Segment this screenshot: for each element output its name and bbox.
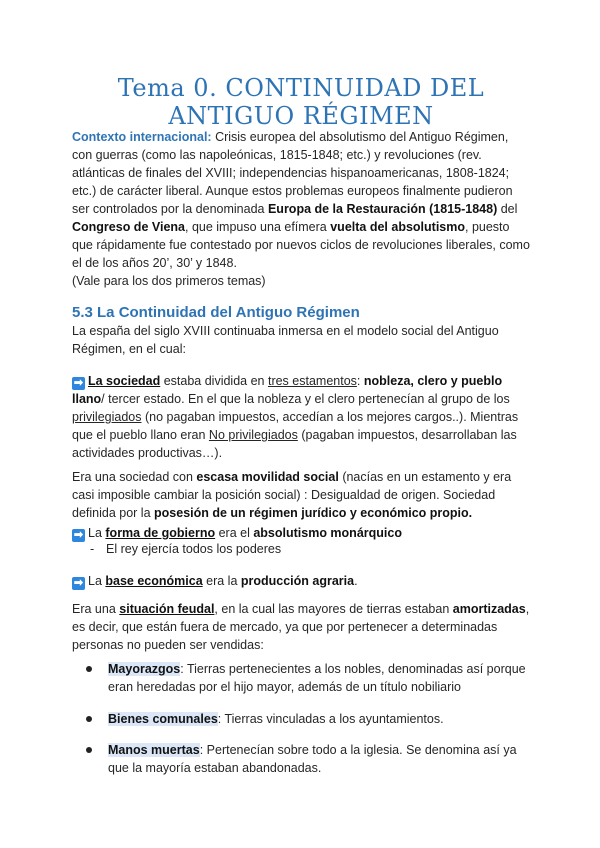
government-subitem-text: El rey ejercía todos los poderes	[106, 542, 282, 556]
section-lead: La españa del siglo XVIII continuaba inmersa en el modelo social del Antiguo Régimen, en el cual:	[72, 324, 499, 356]
dash-marker: -	[90, 542, 95, 556]
arrow-right-icon: ➡	[73, 529, 84, 541]
arrow-right-icon: ➡	[73, 377, 84, 389]
mobility-paragraph	[72, 468, 530, 522]
list-item-term: Mayorazgos	[108, 662, 181, 676]
government-subitem	[90, 542, 281, 556]
mobility-bold: escasa movilidad social	[196, 470, 339, 484]
mobility-bold: posesión de un régimen jurídico y económico propio.	[154, 506, 473, 520]
economy-paragraph	[72, 572, 530, 590]
society-text: / tercer estado. En el que la nobleza y el clero pertenecían al grupo de los	[101, 392, 510, 406]
government-paragraph	[72, 524, 530, 542]
list-item	[86, 710, 526, 728]
intro-text: , que impuso una efímera	[185, 220, 331, 234]
society-underline: privilegiados	[72, 410, 142, 424]
arrow-right-icon: ➡	[73, 577, 84, 589]
intro-bold-congreso: Congreso de Viena	[72, 220, 185, 234]
society-underline: tres estamentos	[267, 374, 357, 388]
feudal-bold: amortizadas	[452, 602, 526, 616]
government-bold: absolutismo monárquico	[253, 526, 402, 540]
society-term: La sociedad	[88, 374, 161, 388]
feudal-text: , es decir, que están fuera de mercado, ya que por pertenecer a determinadas personas no pueden ser vendidas:	[72, 602, 530, 652]
list-item-term: Bienes comunales	[108, 712, 218, 726]
bullet-dot	[86, 666, 92, 672]
note-paragraph: (Vale para los dos primeros temas)	[72, 274, 266, 288]
society-text: (pagaban impuestos, desarrollaban las actividades productivas…).	[72, 428, 517, 460]
intro-text: Crisis europea del absolutismo del Antiguo Régimen, con guerras (como las napoleónicas, 1815-1848; etc.) y revoluciones (rev. atlánticas de finales del XVIII; independencias hispanoamericanas, 1808-1824; etc.) de carácter liberal. Aunque estos problemas europeos finalmente pudieron ser controlados por la denominada	[72, 130, 513, 216]
mobility-text: Era una sociedad con	[72, 470, 197, 484]
feudal-text: , en la cual las mayores de tierras estaban	[214, 602, 453, 616]
intro-bold-absolutismo: vuelta del absolutismo	[330, 220, 465, 234]
intro-text: , puesto que rápidamente fue contestado por nuevos ciclos de revoluciones liberales, como el de los años 20’, 30’ y 1848.	[72, 220, 530, 270]
feudal-term: situación feudal	[119, 602, 215, 616]
intro-label: Contexto internacional:	[72, 130, 212, 144]
society-text: (no pagaban impuestos, accedían a los mejores cargos..). Mientras que el pueblo llano eran	[72, 410, 519, 442]
feudal-paragraph	[72, 600, 530, 654]
mobility-text: (nacías en un estamento y era casi imposible cambiar la posición social) : Desigualdad de origen. Sociedad definida por la	[72, 470, 512, 520]
government-term: forma de gobierno	[105, 526, 216, 540]
list-item-term: Manos muertas	[108, 743, 200, 757]
society-bold: nobleza, clero y pueblo llano	[72, 374, 503, 406]
list-item-text: : Tierras vinculadas a los ayuntamientos.	[217, 712, 444, 726]
bullet-dot	[86, 716, 92, 722]
society-underline: No privilegiados	[208, 428, 298, 442]
intro-bold-restauracion: Europa de la Restauración (1815-1848)	[267, 202, 498, 216]
economy-term: base económica	[105, 574, 203, 588]
government-text: era el	[215, 526, 254, 540]
society-text: estaba dividida en	[160, 374, 268, 388]
list-item	[86, 660, 526, 696]
list-item-text: : Tierras pertenecientes a los nobles, denominadas así porque eran heredadas por el hijo mayor, además de un título nobiliario	[108, 662, 526, 694]
economy-text: era la	[202, 574, 241, 588]
society-text: :	[356, 374, 364, 388]
bullet-dot	[86, 747, 92, 753]
economy-bold: producción agraria	[240, 574, 355, 588]
page-title: Tema 0. CONTINUIDAD DEL ANTIGUO RÉGIMEN	[117, 74, 485, 130]
economy-text: .	[354, 574, 358, 588]
section-heading: 5.3 La Continuidad del Antiguo Régimen	[72, 304, 360, 321]
intro-text: del	[497, 202, 518, 216]
list-item	[86, 741, 526, 777]
intro-paragraph	[72, 128, 530, 272]
economy-text: La	[88, 574, 106, 588]
government-text: La	[88, 526, 106, 540]
feudal-text: Era una	[72, 602, 120, 616]
society-paragraph	[72, 372, 530, 462]
list-item-text: : Pertenecían sobre todo a la iglesia. Se denomina así ya que la mayoría estaban abandonadas.	[108, 743, 517, 775]
